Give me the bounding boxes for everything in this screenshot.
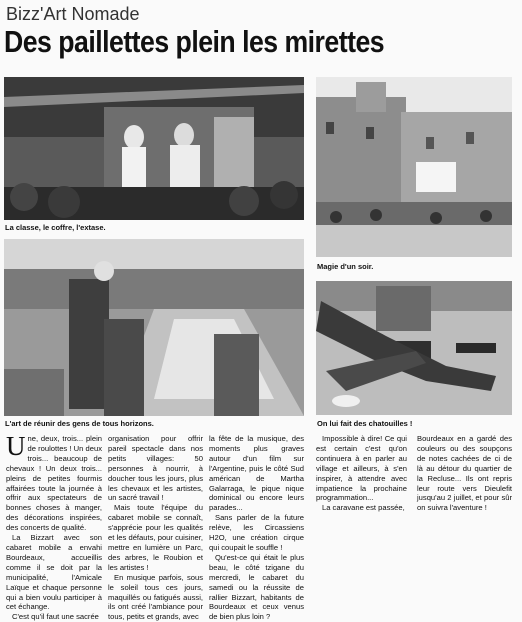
body-paragraph: organisation pour offrir pareil spectacle dans nos petits villages: 50 personnes à nourrir, à doucher tous les jours, plus les chevaux et les artistes, un sacré travail ! (108, 434, 203, 503)
photo-caption: La classe, le coffre, l'extase. (5, 223, 106, 232)
body-paragraph: Sans parler de la future relève, les Circassiens H2O, une création cirque qui coupait le souffle ! (209, 513, 304, 552)
paragraph-text: ne, deux, trois... plein de roulottes ! Un deux trois... beaucoup de chevaux ! Un deux trois... pleins de petites fourmis affairées toute la journée à offrir aux spectateurs de bonnes choses à manger, des décorations inspirées, des concerts de qualité. (6, 434, 102, 533)
photo-stage-performance (4, 77, 304, 220)
body-paragraph: Mais toute l'équipe du cabaret mobile se connaît, s'apprécie pour les qualités et les défauts, pour cuisiner, mettre en lumière un Parc, des arbres, le Roubion et les artistes ! (108, 503, 203, 572)
body-column-2 (108, 434, 203, 622)
body-paragraph: La Bizzart avec son cabaret mobile a envahi Bourdeaux, accueillis comme il se doit par la municipalité, l'Amicale Laïque et chaque personne qui a bien voulu participer à cet échange. (6, 533, 102, 612)
photo-caption: L'art de réunir des gens de tous horizons. (5, 419, 154, 428)
photo-lying-on-grass (316, 281, 512, 415)
article-kicker: Bizz'Art Nomade (6, 4, 140, 24)
body-paragraph: Impossible à dire! Ce qui est certain c'est qu'on continuera à en parler au village et ailleurs, à s'en inspirer, à attendre avec impatience la prochaine programmation... (316, 434, 407, 503)
body-column-1 (6, 431, 102, 622)
body-paragraph: Qu'est-ce qui était le plus beau, le côté tzigane du mercredi, le cabaret du samedi ou la réussite de rallier Bizzart, habitants de Bourdeaux et ceux venus de bien plus loin ? (209, 552, 304, 622)
drop-cap: U (6, 431, 26, 461)
body-paragraph: Bourdeaux en a gardé des couleurs ou des soupçons de notes cachées de ci de là au détour du quartier de la Recluse... Ils ont repris leur route vers Dieulefit jusqu'au 2 juillet, et pour sûr on suivra l'aventure ! (417, 434, 512, 513)
body-paragraph: C'est qu'il faut une sacrée (12, 612, 99, 622)
body-column-4 (316, 434, 407, 513)
body-paragraph: La caravane est passée, (322, 503, 405, 513)
photo-caption: On lui fait des chatouilles ! (317, 419, 413, 428)
body-paragraph: En musique parfois, sous le soleil tous ces jours, maquillés ou fatigués aussi, ils ont créé l'ambiance pour tous, petits et grands, avec (108, 572, 203, 622)
body-paragraph (6, 431, 102, 533)
photo-long-table (4, 239, 304, 416)
body-column-5 (417, 434, 512, 513)
body-column-3 (209, 434, 304, 622)
photo-village-evening (316, 77, 512, 257)
article-headline: Des paillettes plein les mirettes (4, 24, 385, 59)
body-paragraph: la fête de la musique, des moments plus graves autour d'un film sur l'Argentine, puis le côté Sud américan de Martha Galarraga, le pique nique dominical ou encore leurs parades... (209, 434, 304, 513)
photo-caption: Magie d'un soir. (317, 262, 374, 271)
